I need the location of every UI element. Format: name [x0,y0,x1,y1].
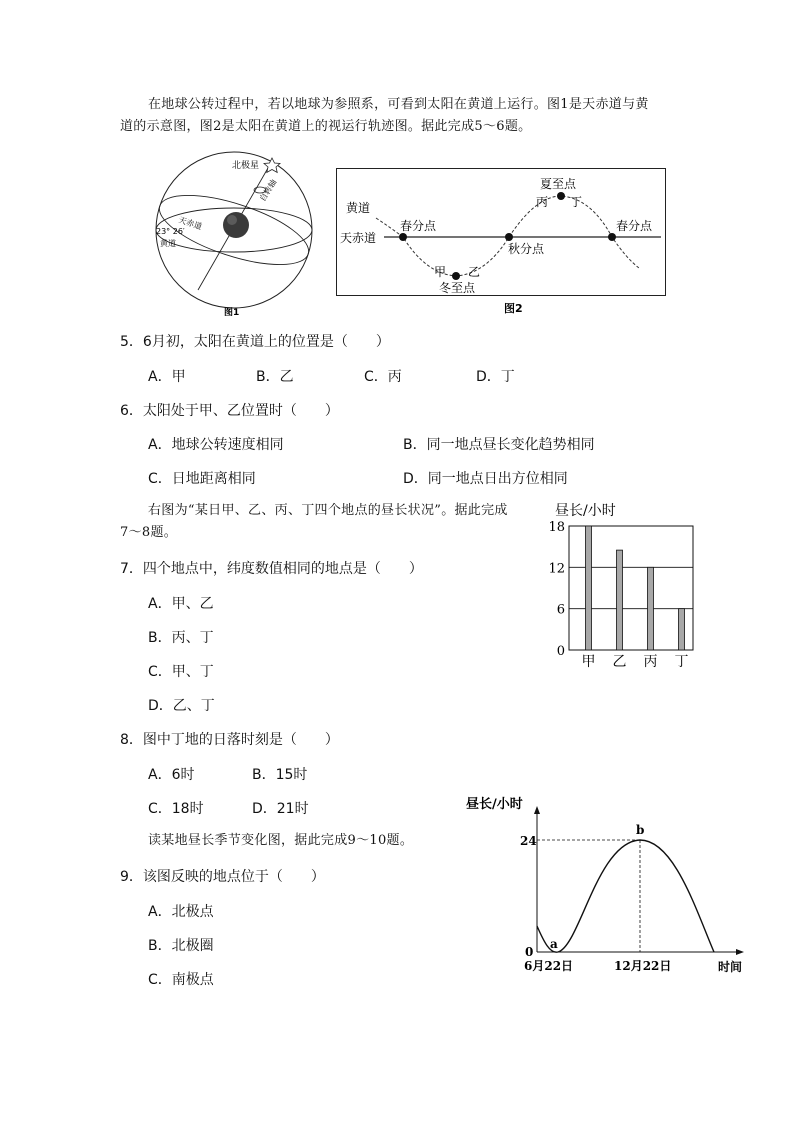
ecliptic-label: 黄道 [346,201,371,215]
x-axis-arrow-icon [736,949,744,955]
q8-option-a[interactable]: A．6时 [148,767,195,783]
q7-option-a[interactable]: A．甲、乙 [148,596,214,612]
q9-option-b[interactable]: B．北极圈 [148,938,214,954]
figure-1 [148,150,323,320]
bar-category-label: 丙 [643,654,658,670]
autumn-equinox-label: 秋分点 [508,242,545,256]
line-chart-xlabel: 时间 [718,960,743,974]
line-chart-ylabel: 昼长/小时 [466,797,523,812]
spring-equinox-label-2: 春分点 [616,219,653,233]
autumn-equinox-point [505,233,513,241]
q6-stem: 6．太阳处于甲、乙位置时（ ） [120,403,339,419]
x-tick-jun22: 6月22日 [524,959,574,973]
point-b-label: b [636,823,645,837]
q8-option-b[interactable]: B．15时 [252,767,308,783]
intro2-line2: 7～8题。 [120,525,178,540]
y-axis-arrow-icon [534,806,540,814]
q9-option-a[interactable]: A．北极点 [148,904,214,920]
north-star-label: 北极星 [232,161,260,171]
earth-icon [223,212,249,238]
celestial-equator-label: 天赤道 [340,231,377,245]
bar-chart-ytick: 6 [556,602,565,618]
q6-option-c[interactable]: C．日地距离相同 [148,471,256,487]
intro2-line1: 右图为“某日甲、乙、丙、丁四个地点的昼长状况”。据此完成 [148,503,508,518]
ecliptic-label: 黄道 [160,239,176,248]
spring-equinox-point-2 [608,233,616,241]
bar-2 [617,550,623,650]
q5-option-d[interactable]: D．丁 [476,369,515,385]
bar-category-label: 丁 [674,654,689,670]
winter-solstice-point [452,272,460,280]
q8-option-c[interactable]: C．18时 [148,801,204,817]
spring-equinox-label: 春分点 [400,219,437,233]
bar-chart-ytick: 12 [548,561,565,577]
figure-2 [336,168,666,318]
bar-chart-ytick: 18 [548,520,565,535]
day-length-season-chart [462,790,762,980]
figure-1-caption: 图1 [224,308,240,318]
q6-option-b[interactable]: B．同一地点昼长变化趋势相同 [403,437,595,453]
axis-label: 自转轴 [258,177,279,204]
q7-option-d[interactable]: D．乙、丁 [148,698,215,714]
ding-label: 丁 [570,195,583,209]
x-tick-dec22: 12月22日 [614,959,672,973]
summer-solstice-label: 夏至点 [540,177,577,191]
intro1-line1: 在地球公转过程中，若以地球为参照系，可看到太阳在黄道上运行。图1是天赤道与黄 [148,97,649,112]
figure-2-caption: 图2 [504,302,523,315]
q5-stem: 5．6月初，太阳在黄道上的位置是（ ） [120,334,390,350]
celestial-equator-label: 天赤道 [177,215,203,232]
winter-solstice-label: 冬至点 [439,281,476,295]
q8-option-d[interactable]: D．21时 [252,801,309,817]
bar-4 [679,609,685,650]
q7-option-c[interactable]: C．甲、丁 [148,664,214,680]
intro1-line2: 道的示意图，图2是太阳在黄道上的视运行轨迹图。据此完成5～6题。 [120,119,532,134]
yi-label: 乙 [468,265,481,279]
intro3-line1: 读某地昼长季节变化图，据此完成9～10题。 [148,833,414,848]
bar-1 [586,526,592,650]
q6-option-d[interactable]: D．同一地点日出方位相同 [403,471,568,487]
q9-stem: 9．该图反映的地点位于（ ） [120,869,325,885]
q9-option-c[interactable]: C．南极点 [148,972,214,988]
spring-equinox-point [399,233,407,241]
q8-stem: 8．图中丁地的日落时刻是（ ） [120,732,339,748]
summer-solstice-point [557,192,565,200]
day-length-curve [537,840,714,952]
q7-option-b[interactable]: B．丙、丁 [148,630,214,646]
bar-3 [648,567,654,650]
angle-label: 23° 26′ [156,227,185,236]
point-a-label: a [550,937,558,951]
y-tick-24: 24 [520,834,537,848]
bar-chart-ytick: 0 [556,644,565,659]
q7-stem: 7．四个地点中，纬度数值相同的地点是（ ） [120,561,423,577]
q6-option-a[interactable]: A．地球公转速度相同 [148,437,284,453]
bar-chart-ylabel: 昼长/小时 [555,503,616,519]
q5-option-a[interactable]: A．甲 [148,369,186,385]
q5-option-c[interactable]: C．丙 [364,369,402,385]
y-tick-0: 0 [525,945,534,959]
bar-category-label: 乙 [612,654,627,670]
day-length-bar-chart [545,498,705,676]
bar-category-label: 甲 [581,654,596,670]
jia-label: 甲 [434,265,447,279]
q5-option-b[interactable]: B．乙 [256,369,294,385]
bing-label: 丙 [536,195,549,209]
